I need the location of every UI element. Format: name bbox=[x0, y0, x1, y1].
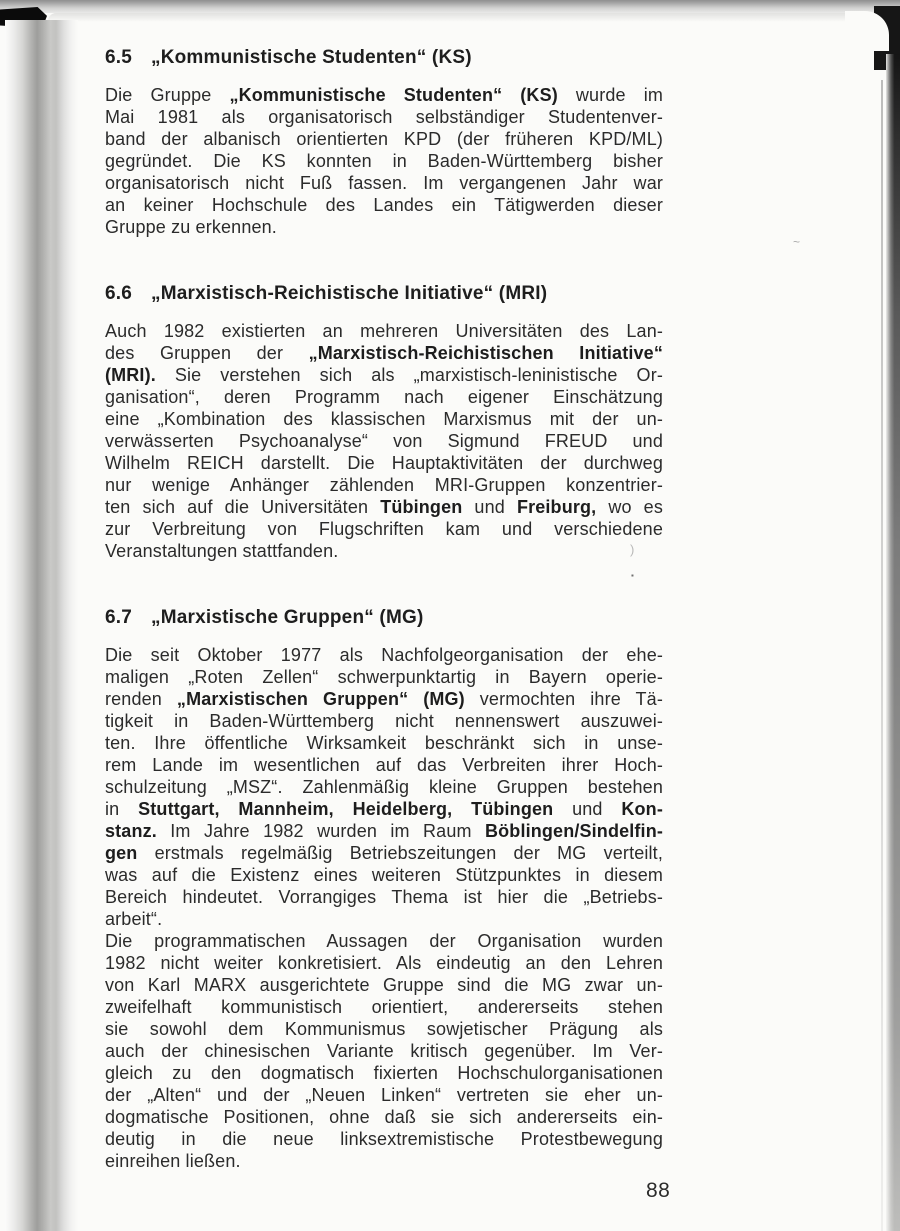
text-segment: band der albanisch orientierten KPD (der früheren KPD/ML) bbox=[105, 129, 663, 149]
text-line bbox=[105, 974, 663, 996]
text-line bbox=[105, 1040, 663, 1062]
section-heading bbox=[105, 46, 663, 70]
text-segment: Die Gruppe bbox=[105, 85, 230, 105]
text-segment: „Kommunistische Studenten“ (KS) bbox=[229, 85, 558, 105]
text-segment: der „Alten“ und der „Neuen Linken“ vertreten sie eher un- bbox=[105, 1085, 663, 1105]
page-top-shadow bbox=[48, 13, 882, 22]
text-segment: ganisation“, deren Programm nach eigener Einschätzung bbox=[105, 387, 663, 407]
text-segment: Mai 1981 als organisatorisch selbständiger Studentenver- bbox=[105, 107, 663, 127]
paragraph bbox=[105, 930, 663, 1172]
text-segment: ten sich auf die Universitäten bbox=[105, 497, 381, 517]
page-right-edge-line bbox=[881, 80, 883, 1231]
text-line bbox=[105, 776, 663, 798]
section-heading bbox=[105, 606, 663, 630]
text-line bbox=[105, 408, 663, 430]
text-line bbox=[105, 430, 663, 452]
text-line bbox=[105, 1018, 663, 1040]
text-segment: Tübingen bbox=[380, 497, 463, 517]
section bbox=[105, 606, 663, 1172]
page-right-edge bbox=[886, 54, 900, 1231]
text-segment: und bbox=[553, 799, 622, 819]
text-segment: Freiburg, bbox=[516, 497, 597, 517]
text-line bbox=[105, 1150, 663, 1172]
text-segment: deutig in die neue linksextremistische Protestbewegung bbox=[105, 1129, 663, 1149]
paragraph bbox=[105, 320, 663, 562]
text-segment: arbeit“. bbox=[105, 909, 163, 929]
section-title: „Marxistisch-Reichistische Initiative“ (MRI) bbox=[151, 283, 548, 304]
text-line bbox=[105, 106, 663, 128]
text-segment: ten. Ihre öffentliche Wirksamkeit beschränkt sich in unse- bbox=[105, 733, 663, 753]
section-number: 6.5 bbox=[105, 47, 133, 68]
text-segment: nur wenige Anhänger zählenden MRI-Gruppen konzentrier- bbox=[105, 475, 663, 495]
text-line bbox=[105, 710, 663, 732]
section-heading bbox=[105, 282, 663, 306]
section-number: 6.6 bbox=[105, 283, 133, 304]
text-segment: Gruppe zu erkennen. bbox=[105, 217, 277, 237]
text-segment: „Marxistisch-Reichistischen Initiative“ bbox=[308, 343, 663, 363]
text-segment: renden bbox=[105, 689, 177, 709]
text-line bbox=[105, 474, 663, 496]
text-line bbox=[105, 798, 663, 820]
text-segment: in bbox=[105, 799, 139, 819]
text-segment: organisatorisch nicht Fuß fassen. Im vergangenen Jahr war bbox=[105, 173, 663, 193]
page-top-edge bbox=[0, 0, 900, 13]
text-line bbox=[105, 908, 663, 930]
text-segment: verwässerten Psychoanalyse“ von Sigmund FREUD und bbox=[105, 431, 663, 451]
section bbox=[105, 282, 663, 562]
text-line bbox=[105, 886, 663, 908]
text-line bbox=[105, 820, 663, 842]
text-segment: wurde im bbox=[557, 85, 663, 105]
text-segment: Wilhelm REICH darstellt. Die Hauptaktivitäten der durchweg bbox=[105, 453, 663, 473]
text-segment: schulzeitung „MSZ“. Zahlenmäßig kleine Gruppen bestehen bbox=[105, 777, 663, 797]
text-line bbox=[105, 342, 663, 364]
text-segment: dogmatische Positionen, ohne daß sie sich andererseits ein- bbox=[105, 1107, 663, 1127]
text-segment: Die seit Oktober 1977 als Nachfolgeorganisation der ehe- bbox=[105, 645, 663, 665]
paragraph bbox=[105, 84, 663, 238]
text-segment: vermochten ihre Tä- bbox=[464, 689, 663, 709]
text-line bbox=[105, 996, 663, 1018]
section-title: „Kommunistische Studenten“ (KS) bbox=[151, 47, 472, 68]
text-line bbox=[105, 84, 663, 106]
text-line bbox=[105, 1128, 663, 1150]
text-segment: „Marxistischen Gruppen“ (MG) bbox=[176, 689, 465, 709]
text-line bbox=[105, 1062, 663, 1084]
text-line bbox=[105, 518, 663, 540]
paragraph bbox=[105, 644, 663, 930]
text-line bbox=[105, 666, 663, 688]
text-line bbox=[105, 364, 663, 386]
text-segment: Sie verstehen sich als „marxistisch-leninistische Or- bbox=[155, 365, 663, 385]
text-segment: stanz. bbox=[105, 821, 157, 841]
text-line bbox=[105, 216, 663, 238]
text-line bbox=[105, 128, 663, 150]
ink-speck: ) bbox=[630, 542, 635, 557]
text-segment: Die programmatischen Aussagen der Organisation wurden bbox=[105, 931, 663, 951]
text-segment: an keiner Hochschule des Landes ein Tätigwerden dieser bbox=[105, 195, 663, 215]
ink-speck: ▪ bbox=[631, 571, 634, 580]
text-line bbox=[105, 952, 663, 974]
text-segment: gen bbox=[105, 843, 138, 863]
text-line bbox=[105, 496, 663, 518]
text-segment: zweifelhaft kommunistisch orientiert, andererseits stehen bbox=[105, 997, 663, 1017]
text-segment: Im Jahre 1982 wurden im Raum bbox=[156, 821, 486, 841]
text-segment: einreihen ließen. bbox=[105, 1151, 241, 1171]
text-segment: auch der chinesischen Variante kritisch gegenüber. Im Ver- bbox=[105, 1041, 663, 1061]
text-segment: von Karl MARX ausgerichtete Gruppe sind die MG zwar un- bbox=[105, 975, 663, 995]
section-title: „Marxistische Gruppen“ (MG) bbox=[151, 607, 424, 628]
text-line bbox=[105, 688, 663, 710]
text-line bbox=[105, 386, 663, 408]
text-segment: 1982 nicht weiter konkretisiert. Als eindeutig an den Lehren bbox=[105, 953, 663, 973]
section-number: 6.7 bbox=[105, 607, 133, 628]
text-segment: was auf die Existenz eines weiteren Stützpunktes in diesem bbox=[105, 865, 663, 885]
text-line bbox=[105, 452, 663, 474]
text-column bbox=[105, 46, 663, 1172]
page-number: 88 bbox=[646, 1179, 671, 1202]
text-line bbox=[105, 540, 663, 562]
text-line bbox=[105, 842, 663, 864]
text-segment: erstmals regelmäßig Betriebszeitungen der MG verteilt, bbox=[137, 843, 663, 863]
text-segment: zur Verbreitung von Flugschriften kam und verschiedene bbox=[105, 519, 663, 539]
text-segment: tigkeit in Baden-Württemberg nicht nennenswert auszuwei- bbox=[105, 711, 663, 731]
section bbox=[105, 46, 663, 238]
text-line bbox=[105, 172, 663, 194]
book-binding-edge bbox=[5, 20, 78, 1231]
text-line bbox=[105, 864, 663, 886]
text-line bbox=[105, 1106, 663, 1128]
text-line bbox=[105, 644, 663, 666]
text-segment: sie sowohl dem Kommunismus sowjetischer Prägung als bbox=[105, 1019, 663, 1039]
text-segment: Böblingen/Sindelfin- bbox=[485, 821, 663, 841]
text-segment: wo es bbox=[596, 497, 663, 517]
text-segment: eine „Kombination des klassischen Marxismus mit der un- bbox=[105, 409, 663, 429]
text-segment: des Gruppen der bbox=[105, 343, 309, 363]
text-segment: und bbox=[462, 497, 517, 517]
ink-speck: ~ bbox=[793, 235, 801, 249]
text-segment: Veranstaltungen stattfanden. bbox=[105, 541, 339, 561]
text-segment: gleich zu den dogmatisch fixierten Hochschulorganisationen bbox=[105, 1063, 663, 1083]
text-segment: Bereich hindeutet. Vorrangiges Thema ist hier die „Betriebs- bbox=[105, 887, 663, 907]
text-line bbox=[105, 732, 663, 754]
text-segment: Kon- bbox=[621, 799, 663, 819]
text-line bbox=[105, 194, 663, 216]
text-line bbox=[105, 754, 663, 776]
text-segment: Auch 1982 existierten an mehreren Universitäten des Lan- bbox=[105, 321, 663, 341]
text-segment: maligen „Roten Zellen“ schwerpunktartig in Bayern operie- bbox=[105, 667, 663, 687]
text-line bbox=[105, 320, 663, 342]
text-segment: Stuttgart, Mannheim, Heidelberg, Tübingen bbox=[138, 799, 554, 819]
text-segment: rem Lande im wesentlichen auf das Verbreiten ihrer Hoch- bbox=[105, 755, 663, 775]
text-line bbox=[105, 930, 663, 952]
text-segment: (MRI). bbox=[105, 365, 156, 385]
text-line bbox=[105, 150, 663, 172]
text-line bbox=[105, 1084, 663, 1106]
text-segment: gegründet. Die KS konnten in Baden-Württemberg bisher bbox=[105, 151, 663, 171]
